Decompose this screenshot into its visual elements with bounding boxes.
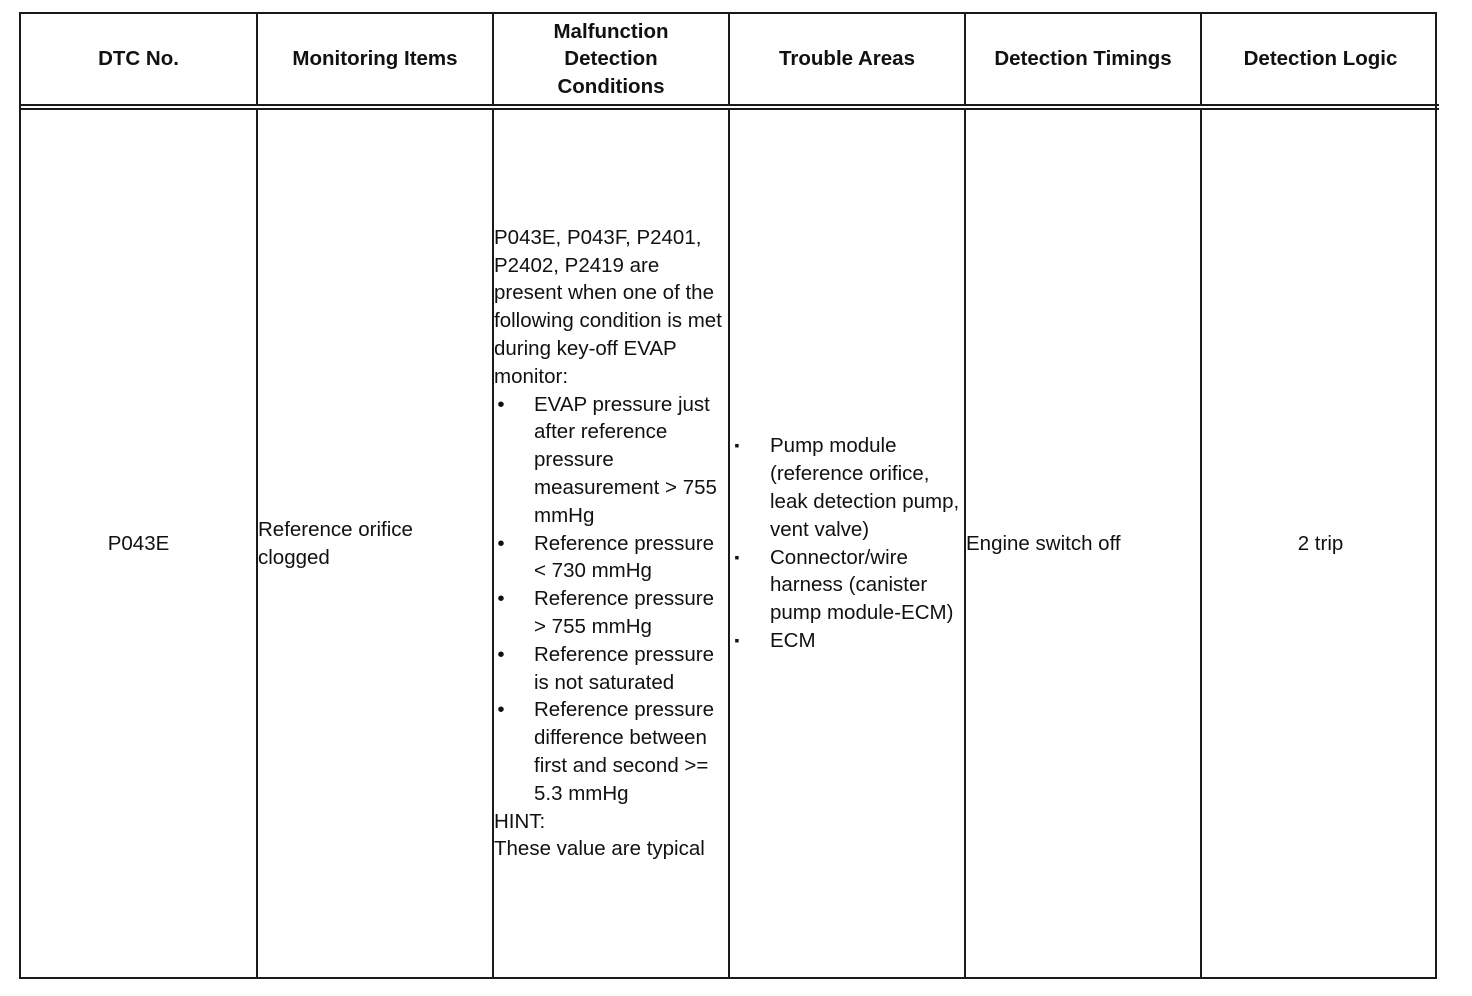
table-row [21,107,1439,977]
bullet-icon: ▪ [734,631,740,648]
trouble-areas-list [730,432,964,654]
list-item [730,432,964,543]
bullet-icon: • [497,587,505,611]
header-malfunction-conditions: Malfunction Detection Conditions [493,14,729,107]
bullet-icon: • [497,642,505,666]
header-monitoring-items: Monitoring Items [257,14,493,107]
header-dtc-no: DTC No. [21,14,257,107]
list-item [494,391,728,530]
condition-text: Reference pressure is not saturated [534,642,715,694]
conditions-list [494,391,728,808]
list-item [494,641,728,697]
bullet-icon: ▪ [734,437,740,454]
cell-trouble-areas [729,107,965,977]
hint-text: These value are typical [494,837,705,861]
cell-detection-logic: 2 trip [1201,107,1439,977]
trouble-area-text: ECM [770,628,816,652]
bullet-icon: ▪ [734,548,740,565]
cell-detection-timing: Engine switch off [965,107,1201,977]
header-detection-timings: Detection Timings [965,14,1201,107]
header-detection-logic: Detection Logic [1201,14,1439,107]
bullet-icon: • [497,531,505,555]
list-item [494,530,728,586]
header-trouble-areas: Trouble Areas [729,14,965,107]
dtc-table-container [19,12,1437,979]
trouble-area-text: Pump module (reference orifice, leak detection pump, vent valve) [770,434,960,541]
trouble-area-text: Connector/wire harness (canister pump module-ECM) [770,545,954,625]
condition-text: Reference pressure < 730 mmHg [534,531,715,583]
cell-detection-conditions [493,107,729,977]
cell-dtc-no: P043E [107,531,170,555]
bullet-icon: • [497,392,505,416]
header-row [21,14,1439,107]
hint-label: HINT: [494,809,546,833]
list-item [730,627,964,655]
condition-text: Reference pressure > 755 mmHg [534,587,715,638]
condition-text: EVAP pressure just after reference pressure measurement > 755 mmHg [534,392,717,527]
dtc-table [21,14,1439,977]
cell-monitoring-item: Reference orifice clogged [257,107,493,977]
bullet-icon: • [497,698,505,722]
conditions-intro: P043E, P043F, P2401, P2402, P2419 are present when one of the following condition is met during key-off EVAP monitor: [494,225,722,388]
list-item [494,585,728,641]
list-item [730,544,964,627]
list-item [494,696,728,807]
condition-text: Reference pressure difference between first and second >= 5.3 mmHg [534,698,715,805]
